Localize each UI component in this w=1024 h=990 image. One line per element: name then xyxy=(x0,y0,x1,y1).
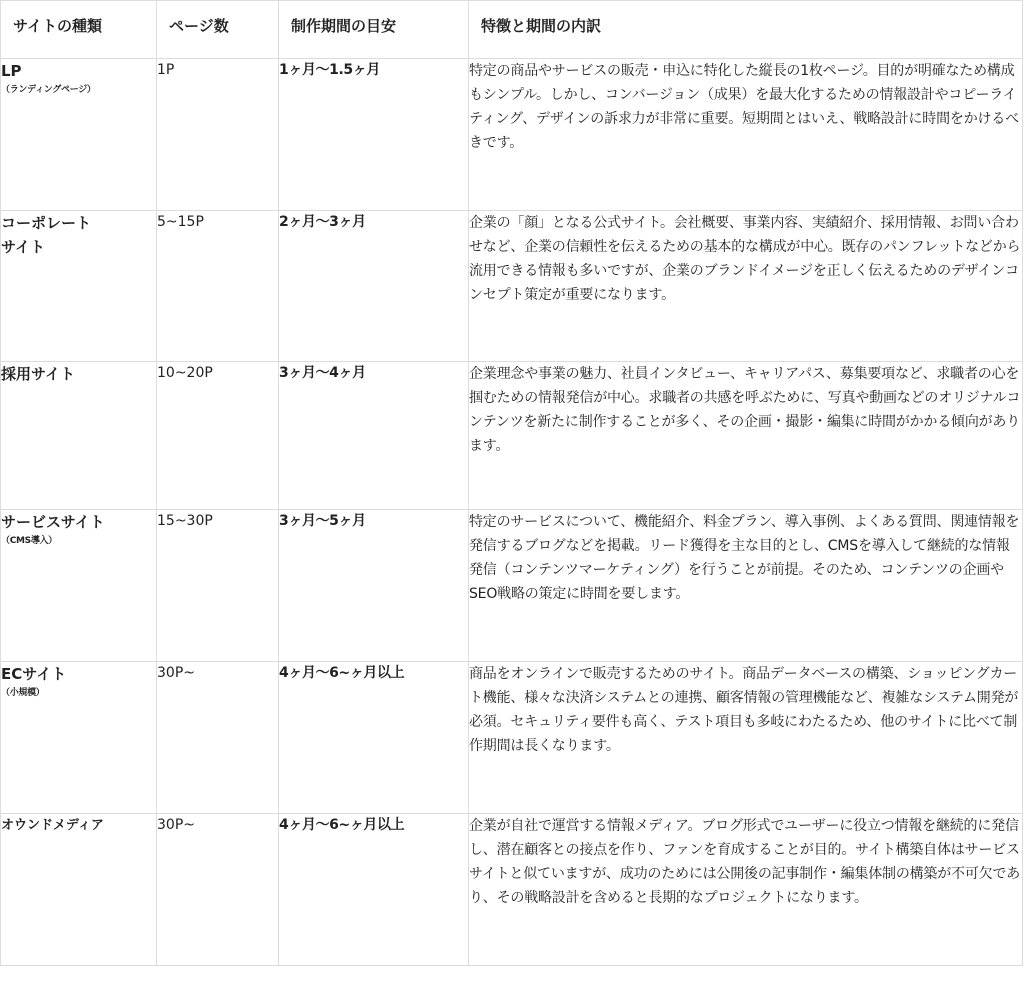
page-count-cell: 30P~ xyxy=(157,662,279,814)
table-row xyxy=(1,510,1023,662)
site-type-cell xyxy=(1,662,157,814)
description-cell: 企業理念や事業の魅力、社員インタビュー、キャリアパス、募集要項など、求職者の心を掴むための情報発信が中心。求職者の共感を呼ぶために、写真や動画などのオリジナルコンテンツを新たに制作することが多く、その企画・撮影・編集に時間がかかる傾向があります。 xyxy=(469,362,1023,510)
site-type-name-line1: コーポレート xyxy=(1,214,92,232)
description-cell: 企業が自社で運営する情報メディア。ブログ形式でユーザーに役立つ情報を継続的に発信し、潜在顧客との接点を作り、ファンを育成することが目的。サイト構築自体はサービスサイトと似ていますが、成功のためには公開後の記事制作・編集体制の構築が不可欠であり、その戦略設計を含めると長期的なプロジェクトになります。 xyxy=(469,814,1023,966)
header-page-count: ページ数 xyxy=(157,1,279,59)
table-row xyxy=(1,362,1023,510)
site-type-cell xyxy=(1,211,157,362)
site-type-cell xyxy=(1,362,157,510)
description-cell: 企業の「顔」となる公式サイト。会社概要、事業内容、実績紹介、採用情報、お問い合わせなど、企業の信頼性を伝えるための基本的な構成が中心。既存のパンフレットなどから流用できる情報も多いですが、企業のブランドイメージを正しく伝えるためのデザインコンセプト策定が重要になります。 xyxy=(469,211,1023,362)
description-cell: 特定の商品やサービスの販売・申込に特化した縦長の1枚ページ。目的が明確なため構成もシンプル。しかし、コンバージョン（成果）を最大化するための情報設計やコピーライティング、デザインの訴求力が非常に重要。短期間とはいえ、戦略設計に時間をかけるべきです。 xyxy=(469,59,1023,211)
period-cell: 4ヶ月〜6~ヶ月以上 xyxy=(279,814,469,966)
page-count-cell: 1P xyxy=(157,59,279,211)
site-type-name: オウンドメディア xyxy=(1,818,104,833)
page-count-cell: 10~20P xyxy=(157,362,279,510)
site-type-cell xyxy=(1,59,157,211)
period-cell: 4ヶ月〜6~ヶ月以上 xyxy=(279,662,469,814)
table-row xyxy=(1,59,1023,211)
description-cell: 商品をオンラインで販売するためのサイト。商品データベースの構築、ショッピングカート機能、様々な決済システムとの連携、顧客情報の管理機能など、複雑なシステム開発が必須。セキュリティ要件も高く、テスト項目も多岐にわたるため、他のサイトに比べて制作期間は長くなります。 xyxy=(469,662,1023,814)
table-row xyxy=(1,814,1023,966)
site-type-note: （小規模） xyxy=(1,688,45,698)
site-type-name xyxy=(1,211,156,259)
header-site-type: サイトの種類 xyxy=(1,1,157,59)
page-count-cell: 15~30P xyxy=(157,510,279,662)
header-features-breakdown: 特徴と期間の内訳 xyxy=(469,1,1023,59)
period-cell: 1ヶ月〜1.5ヶ月 xyxy=(279,59,469,211)
table-header-row xyxy=(1,1,1023,59)
description-cell: 特定のサービスについて、機能紹介、料金プラン、導入事例、よくある質問、関連情報を発信するブログなどを掲載。リード獲得を主な目的とし、CMSを導入して継続的な情報発信（コンテンツマーケティング）を行うことが前提。そのため、コンテンツの企画やSEO戦略の策定に時間を要します。 xyxy=(469,510,1023,662)
site-type-name-line2: サイト xyxy=(1,238,45,256)
site-type-cell xyxy=(1,814,157,966)
site-type-name: ECサイト xyxy=(1,665,67,683)
site-type-cell xyxy=(1,510,157,662)
site-type-note: （ランディングページ） xyxy=(1,85,96,95)
table-row xyxy=(1,662,1023,814)
site-type-note: （CMS導入） xyxy=(1,536,57,546)
site-type-name: 採用サイト xyxy=(1,365,75,383)
period-cell: 2ヶ月〜3ヶ月 xyxy=(279,211,469,362)
site-type-name: LP xyxy=(1,62,22,80)
table-row xyxy=(1,211,1023,362)
header-production-period: 制作期間の目安 xyxy=(279,1,469,59)
site-type-name: サービスサイト xyxy=(1,513,105,531)
period-cell: 3ヶ月〜5ヶ月 xyxy=(279,510,469,662)
page-count-cell: 5~15P xyxy=(157,211,279,362)
page-count-cell: 30P~ xyxy=(157,814,279,966)
period-cell: 3ヶ月〜4ヶ月 xyxy=(279,362,469,510)
